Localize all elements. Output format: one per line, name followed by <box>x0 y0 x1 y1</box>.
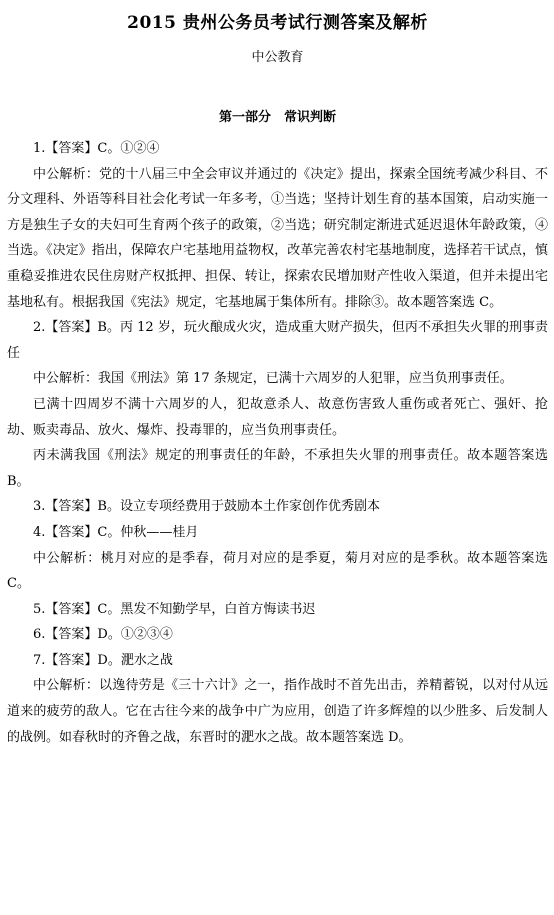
explanation-1: 中公解析：党的十八届三中全会审议并通过的《决定》提出，探索全国统考减少科目、不分文理科、外语等科目社会化考试一年多考，①当选；坚持计划生育的基本国策，启动实施一方是独生子女的夫妇可生育两个孩子的政策，②当选；研究制定渐进式延迟退休年龄政策，④当选。《决定》指出，保障农户宅基地用益物权，改革完善农村宅基地制度，选择若干试点，慎重稳妥推进农民住房财产权抵押、担保、转让，探索农民增加财产性收入渠道，但并未提出宅基地私有。根据我国《宪法》规定，宅基地属于集体所有。排除③。故本题答案选 C。 <box>7 166 548 310</box>
answer-5: 5.【答案】C。黑发不知勤学早，白首方悔读书迟 <box>33 601 316 617</box>
answer-6: 6.【答案】D。①②③④ <box>33 627 173 643</box>
explanation-7: 中公解析：以逸待劳是《三十六计》之一，指作战时不首先出击，养精蓄锐，以对付从远道来的疲劳的敌人。它在古往今来的战争中广为应用，创造了许多辉煌的以少胜多、后发制人的战例。如春秋时的齐鲁之战，东晋时的淝水之战。故本题答案选 D。 <box>7 678 548 745</box>
document-subtitle: 中公教育 <box>251 50 304 65</box>
explanation-2-conclusion: 丙未满我国《刑法》规定的刑事责任的年龄，不承担失火罪的刑事责任。故本题答案选 B。 <box>7 448 548 489</box>
answer-7: 7.【答案】D。淝水之战 <box>33 652 173 668</box>
document-title: 2015 贵州公务员考试行测答案及解析 <box>127 13 428 33</box>
explanation-2-cont: 已满十四周岁不满十六周岁的人，犯故意杀人、故意伤害致人重伤或者死亡、强奸、抢劫、贩卖毒品、放火、爆炸、投毒罪的，应当负刑事责任。 <box>7 396 548 438</box>
answer-1: 1.【答案】C。①②④ <box>33 141 160 156</box>
answer-2: 2.【答案】B。丙 12 岁，玩火酿成火灾，造成重大财产损失，但丙不承担失火罪的刑事责任 <box>7 320 548 361</box>
section-title: 第一部分 常识判断 <box>218 110 336 125</box>
explanation-4: 中公解析：桃月对应的是季春，荷月对应的是季夏，菊月对应的是季秋。故本题答案选 C。 <box>7 550 548 592</box>
answer-4: 4.【答案】C。仲秋——桂月 <box>33 524 199 540</box>
explanation-2: 中公解析：我国《刑法》第 17 条规定，已满十六周岁的人犯罪，应当负刑事责任。 <box>33 371 513 387</box>
answer-3: 3.【答案】B。设立专项经费用于鼓励本土作家创作优秀剧本 <box>33 499 380 515</box>
